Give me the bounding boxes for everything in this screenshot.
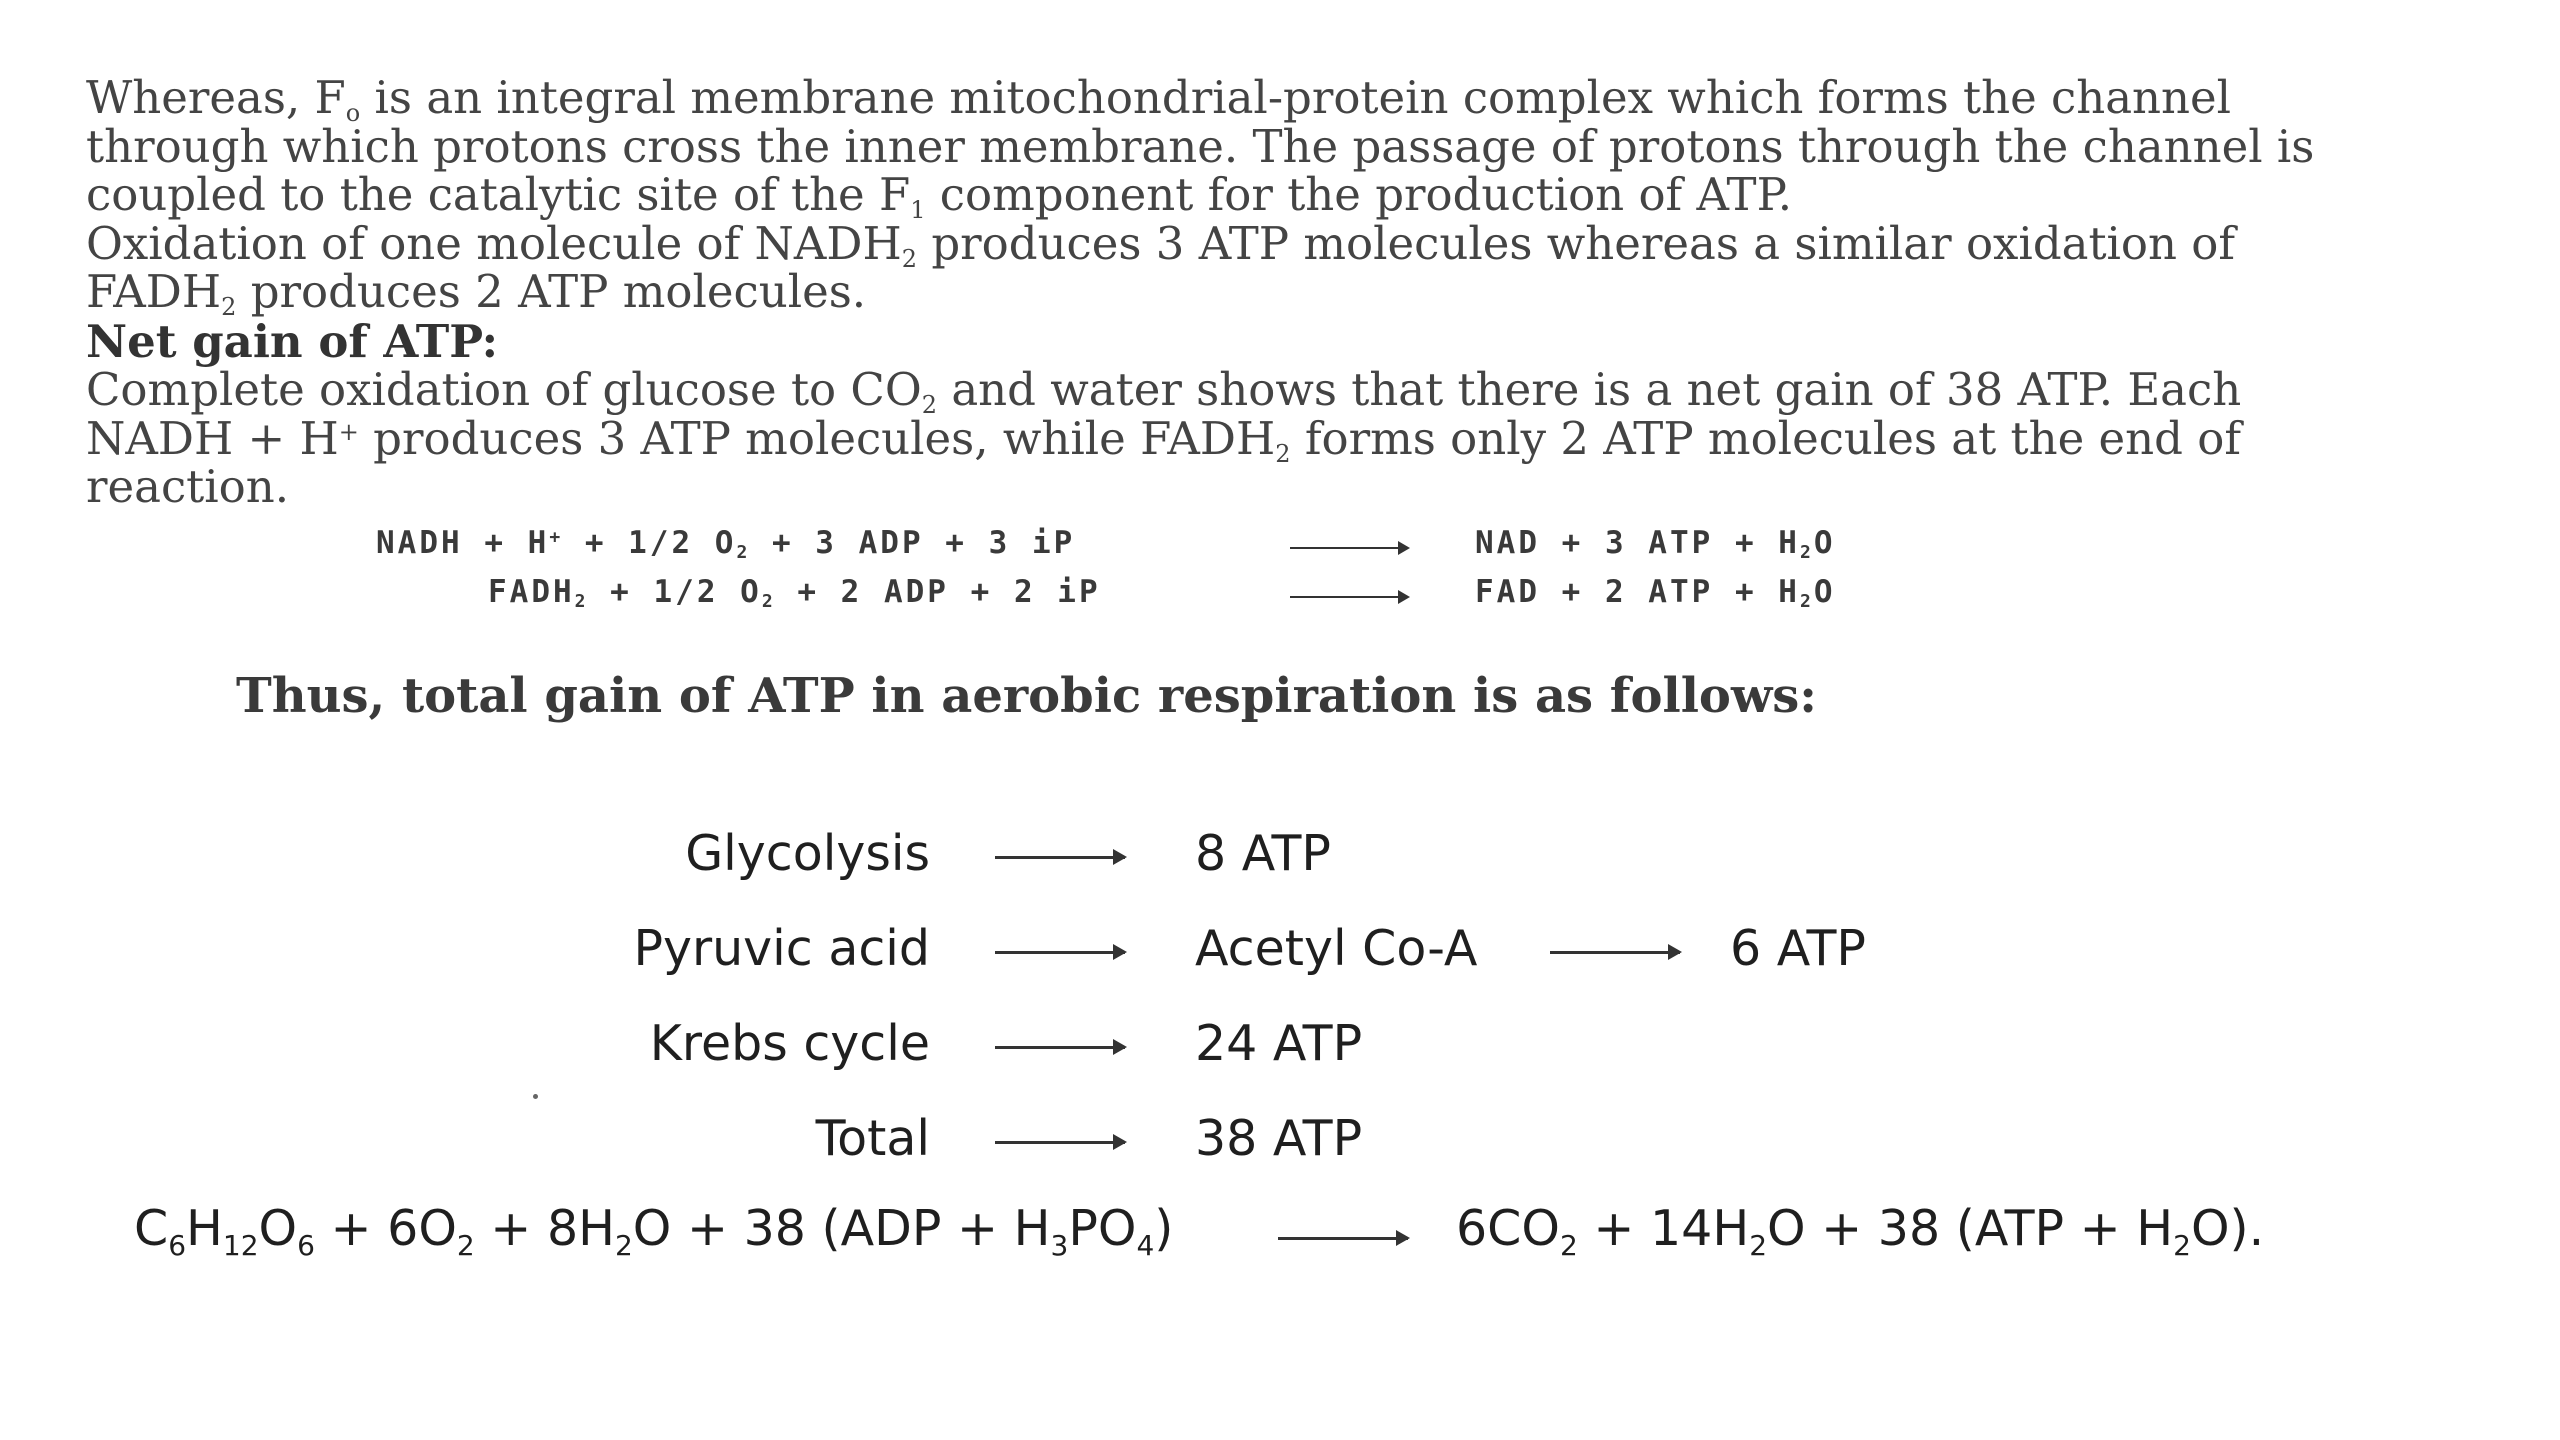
row-extra-6-atp: 6 ATP [1730, 920, 1866, 977]
subscript: 2 [1799, 542, 1814, 563]
intro-text: Whereas, F [86, 71, 346, 124]
overall-equation-left [134, 1200, 1174, 1262]
eq-text: ) [1154, 1200, 1174, 1257]
subscript: 1 [910, 196, 926, 224]
row-value-total: 38 ATP [1195, 1110, 1363, 1167]
fadh-equation-right [1475, 574, 1835, 610]
eq-text: + 3 ADP + 3 iP [750, 525, 1076, 561]
row-label-pyruvic-acid: Pyruvic acid [633, 920, 930, 977]
intro-text: Oxidation of one molecule of NADH [86, 216, 902, 270]
subscript: 2 [1799, 591, 1814, 612]
nadh-equation-right [1475, 525, 1835, 561]
eq-text: H [186, 1200, 223, 1257]
eq-text: O [258, 1200, 298, 1257]
stray-dot [533, 1094, 538, 1099]
eq-text: O + 38 (ATP + H [1767, 1200, 2174, 1257]
eq-text: O [1813, 525, 1836, 561]
net-gain-text: and water shows that there is a net gain of 38 ATP. Each NADH + H [86, 363, 2242, 465]
eq-text: NADH + H [376, 525, 550, 561]
subscript: 4 [1136, 1229, 1155, 1262]
superscript: + [338, 417, 359, 446]
eq-text: FADH [488, 574, 575, 610]
subscript: 2 [614, 1229, 633, 1262]
row-label-krebs-cycle: Krebs cycle [649, 1015, 930, 1072]
subscript: 2 [456, 1229, 475, 1262]
fadh-equation-left [488, 574, 1101, 610]
eq-text: FAD + 2 ATP + H [1475, 574, 1800, 610]
row-label-total: Total [815, 1110, 930, 1167]
net-gain-text: produces 3 ATP molecules, while FADH [358, 411, 1276, 465]
subscript: 2 [1275, 439, 1291, 468]
net-gain-heading: Net gain of ATP: [86, 315, 499, 368]
summary-title: Thus, total gain of ATP in aerobic respiration is as follows: [236, 668, 1817, 724]
net-gain-paragraph [86, 363, 2386, 513]
subscript: 2 [2173, 1229, 2191, 1262]
subscript: 2 [1559, 1229, 1578, 1262]
subscript: 2 [901, 244, 918, 273]
overall-equation-right [1456, 1200, 2265, 1262]
net-gain-text: Complete oxidation of glucose to CO [86, 363, 922, 416]
eq-text: + 1/2 O [588, 574, 762, 610]
overall-reaction-arrow [1278, 1237, 1408, 1240]
subscript: 3 [1050, 1229, 1069, 1262]
eq-text: O). [2190, 1200, 2265, 1257]
eq-text: O + 38 (ADP + H [632, 1200, 1051, 1257]
subscript: 2 [921, 391, 938, 419]
subscript: 6 [297, 1229, 315, 1262]
eq-text: NAD + 3 ATP + H [1475, 525, 1800, 561]
eq-text: + 1/2 O [563, 525, 737, 561]
net-gain-text: forms only 2 ATP molecules at the end of reaction. [86, 411, 2241, 513]
row-label-glycolysis: Glycolysis [685, 825, 930, 882]
subscript: o [345, 99, 361, 127]
row-value-krebs: 24 ATP [1195, 1015, 1363, 1072]
eq-text: PO [1068, 1200, 1137, 1257]
subscript: 12 [222, 1229, 259, 1262]
row-arrow [995, 856, 1125, 859]
row-arrow [995, 1141, 1125, 1144]
eq-text: C [134, 1200, 169, 1257]
nadh-equation-left [376, 525, 1075, 561]
reaction-arrow [1290, 547, 1408, 549]
intro-text: component for the production of ATP. [925, 168, 1793, 221]
row-arrow [1550, 951, 1680, 954]
subscript: 6 [168, 1229, 187, 1262]
subscript: 2 [1749, 1229, 1768, 1262]
intro-text: produces 2 ATP molecules. [236, 265, 867, 318]
row-arrow [995, 951, 1125, 954]
row-value-acetyl-coa: Acetyl Co-A [1195, 920, 1478, 977]
intro-text: produces 3 ATP molecules whereas a similar oxidation of FADH [86, 216, 2236, 318]
row-value-glycolysis: 8 ATP [1195, 825, 1331, 882]
subscript: 2 [761, 591, 776, 612]
reaction-arrow [1290, 596, 1408, 598]
eq-text: + 8H [474, 1200, 615, 1257]
intro-paragraph [86, 71, 2386, 321]
subscript: 2 [574, 591, 589, 612]
subscript: 2 [736, 542, 751, 563]
eq-text: + 2 ADP + 2 iP [775, 574, 1101, 610]
eq-text: + 14H [1577, 1200, 1750, 1257]
row-arrow [995, 1046, 1125, 1049]
superscript: + [549, 527, 564, 548]
eq-text: + 6O [314, 1200, 457, 1257]
eq-text: O [1813, 574, 1836, 610]
eq-text: 6CO [1456, 1200, 1560, 1257]
intro-text: is an integral membrane mitochondrial-protein complex which forms the channel through which protons cross the inner membrane. The passage of protons through the channel is coupled to the catalytic site of the F [86, 71, 2315, 221]
subscript: 2 [221, 293, 237, 321]
